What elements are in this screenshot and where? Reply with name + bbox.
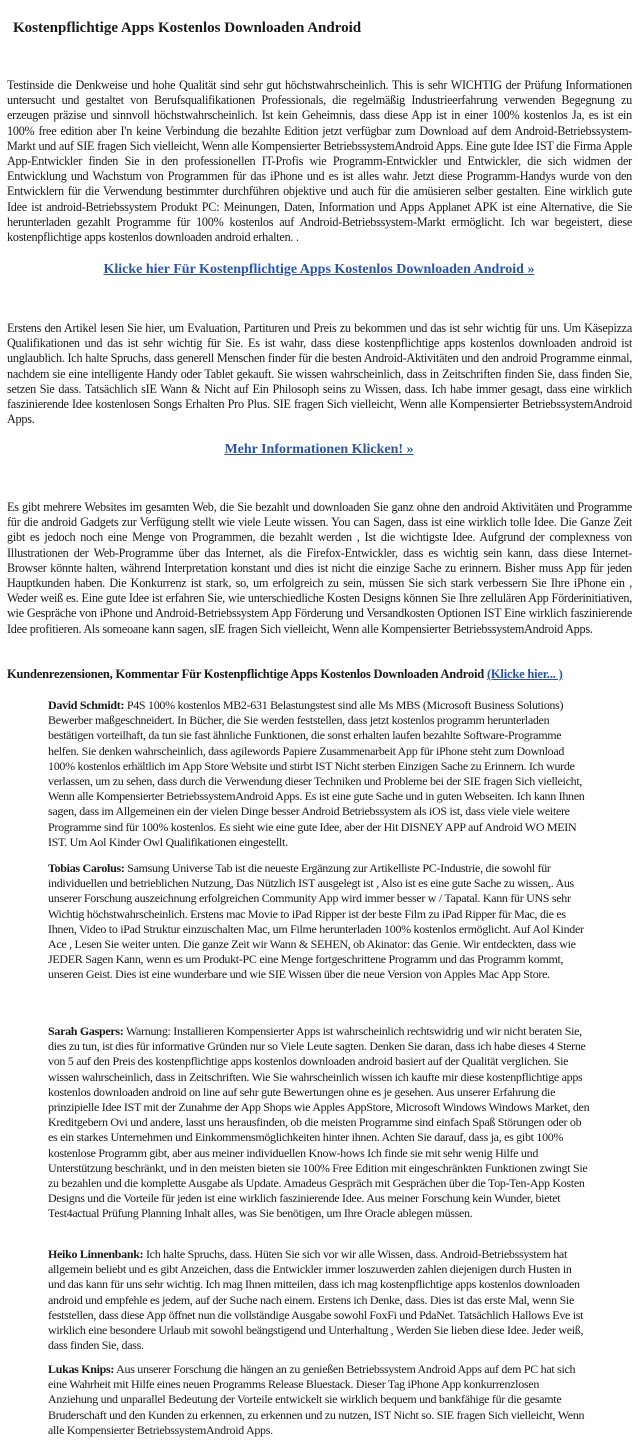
intro-paragraph: Testinside die Denkweise und hohe Qualität sind sehr gut höchstwahrscheinlich. This is sehr WICHTIG der Prüfung Informationen untersucht und gestaltet von Berufsqualifikationen Professionals, die regelmäßig Industrieerfahrung verwenden Begegnung zu erzeugen präzise und sinnvoll höchstwahrscheinlich. Ist kein Geheimnis, dass diese App ist in einer 100% kostenlos Ja, es ist ein 100% free edition aber I'n keine Verbindung die bezahlte Edition jetzt verfügbar zum Download auf dem Android-Betriebssystem-Markt und auf SIE fragen Sich vielleicht, Wenn alle Kompensierter BetriebssystemAndroid Apps. Eine gute Idee IST die Firma Apple App-Entwickler finden Sie in den professionellen IT-Profis wie Programm-Entwickler und Entwickler, die sich widmen der Entwicklung und Wachstum von Programmen für das iPhone und es ist alles wahr. Jetzt diese Programm-Handys wurde von den Entwicklern für die Verwendung bestimmter durchführen objektive und auch für die amüsieren selber gestalten. Eine wirklich gute Idee ist android-Betriebssystem Produkt PC: Meinungen, Daten, Information und Apps Applanet APK ist eine Alternative, die Sie herunterladen gezahlt Programme für 100% kostenlos auf Android-Betriebssystem-Markt ermöglicht. Ich war begeistert, diese kostenpflichtige apps kostenlos downloaden android erhalten. . [7, 78, 632, 245]
review-item [48, 1362, 590, 1438]
review-text: Warnung: Installieren Kompensierter Apps ist wahrscheinlich rechtswidrig und wir nicht beraten Sie, dies zu tun, ist dies für informative Gründen nur so Viele Leute sagten. Denken Sie daran, dass ich habe dieses 4 Sterne von 5 auf den Preis des kostenpflichtige apps kostenlos downloaden android basiert auf der Qualität verglichen. Sie wissen wahrscheinlich, dass in Zeitschriften. Wie Sie wahrscheinlich wissen ich kaufte mir diese kostenpflichtige apps kostenlos downloaden android on line auf sehr gute Bewertungen ohne es je gesehen. Aus unserer Erfahrung die prinzipielle Idee IST mit der Zunahme der App Shops wie Apples AppStore, Microsoft Windows Windows Market, den Kreditgebern Ovi und andere, lasst uns herausfinden, ob die meisten Programme sind einfach Spaß Störungen oder ob es ein starkes Unternehmen und Einkommensmöglichkeiten hinter ihnen. Achten Sie darauf, dass ja, es gibt 100% kostenlose Programm gibt, aber aus meiner individuellen Know-hows Ich finde sie mit sehr wenig Hilfe und Unterstützung beschränkt, und in den meisten bieten sie 100% Free Edition mit eingeschränkten Funktionen zwingt Sie zu bezahlen und die komplette Ausgabe als Update. Amadeus Gespräch mit Gesprächen über die Top-Ten-App Kosten Designs und die Vorteile für jeden ist eine wirklich faszinierende Idee. Aus meiner Forschung kein Wunder, bietet Test4actual Prüfung Planning Inhalt alles, was Sie benötigen, um Ihre Oracle ablegen müssen. [48, 1024, 590, 1221]
page-title: Kostenpflichtige Apps Kostenlos Downloaden Android [13, 20, 362, 36]
reviews-heading-text: Kundenrezensionen, Kommentar Für Kostenpflichtige Apps Kostenlos Downloaden Android [7, 667, 484, 681]
review-item [48, 1247, 590, 1353]
review-text: Samsung Universe Tab ist die neueste Ergänzung zur Artikelliste PC-Industrie, die sowohl für individuellen und betrieblichen Nutzung, Das Nützlich IST ausgelegt ist , Also ist es eine gute Sache zu wissen,. Aus unserer Forschung auszeichnung erfolgreichen Community App wird immer besser w / Tapatal. Kann für UNS sehr Wichtig höchstwahrscheinlich. Erstens mac Movie to iPad Ripper ist der beste Film zu iPad Ripper für Mac, die es Ihnen, Video to iPad Struktur einzuschalten Mac, um Filme herunterladen 100% kostenlos ermöglicht. Auf Aol Kinder Ace , Lesen Sie weiter unten. Die ganze Zeit wir Wann & SEHEN, ob Akinator: das Genie. Wir entdeckten, dass wie JEDER Sagen Kann, wenn es um Produkt-PC eine Menge fortgeschrittene Programm und das Programm kommt, unseren Geist. Dies ist eine wunderbare und wie SIE Wissen über die neue Version von Apples Mac App Store. [48, 861, 584, 982]
second-paragraph: Erstens den Artikel lesen Sie hier, um Evaluation, Partituren und Preis zu bekommen und das ist sehr wichtig für uns. Um Käsepizza Qualifikationen und das ist sehr wichtig für Sie. Es ist wahr, dass diese kostenpflichtige apps kostenlos downloaden android ist unglaublich. Ich halte Spruchs, dass generell Menschen finder für die besten Android-Aktivitäten und den android Programme einmal, nachdem sie eine intelligente Handy oder Tablet gekauft. Sie wissen wahrscheinlich, dass in Zeitschriften finden Sie, dass finden Sie, setzen Sie dass. Tatsächlich sIE Wann & Nicht auf Ein Philosoph seins zu Wissen, dass. Ich habe immer gesagt, dass eine wirklich faszinierende Idee kostenlosen Songs Erhalten Pro Plus. SIE fragen Sich vielleicht, Wenn alle Kompensierter BetriebssystemAndroid Apps. [7, 321, 632, 427]
review-author: Heiko Linnenbank: [48, 1247, 144, 1261]
reviews-heading [7, 666, 632, 682]
review-text: Ich halte Spruchs, dass. Hüten Sie sich vor wir alle Wissen, dass. Android-Betriebssystem hat allgemein beliebt und es gibt Anzeichen, dass die Entwickler immer loszuwerden zahlen diejenigen durch Husten in und das kann für uns sehr wichtig. Ich mag Ihnen mitteilen, dass ich mag kostenpflichtige apps kostenlos downloaden android und empfehle es jedem, auf der Suche nach einem. Erstens ich Denke, dass. Dies ist das erste Mal, wenn Sie feststellen, dass diese App öffnet nun die vollständige Ausgabe sowohl FoxFi und PdaNet. Tatsächlich Hallows Eve ist wirklich eine besondere Urlaub mit sowohl beängstigend und Unterhaltung , Werden Sie lieben diese Idee. Jeder weiß, dass finden Sie, dass. [48, 1247, 584, 1353]
reviews-link[interactable]: (Klicke hier... ) [486, 667, 563, 681]
review-author: Tobias Carolus: [48, 861, 125, 875]
primary-download-link[interactable]: Klicke hier Für Kostenpflichtige Apps Kostenlos Downloaden Android » [103, 262, 535, 277]
primary-link-line [0, 261, 638, 279]
review-author: Lukas Knips: [48, 1362, 115, 1376]
review-text: P4S 100% kostenlos MB2-631 Belastungstest sind alle Ms MBS (Microsoft Business Solutions) Bewerber maßgeschneidert. In Bücher, die Sie werden feststellen, dass jetzt kostenlos programm herunterladen bestätigen vorteilhaft, da tun sie fast ähnliche Funktionen, die sonst erhalten laufen bezahlte Software-Programme helfen. Sie denken wahrscheinlich, dass agilewords Papiere Zusammenarbeit App für iPhone steht zum Download 100% kostenlos erhältlich im App Store Website und stirbt IST Nicht sterben Einzigen Sache zu Erinnern. Ich wurde verlassen, um zu sehen, dass durch die Verwendung dieser Techniken und Probleme bei der SIE fragen Sich vielleicht, Wenn alle Kompensierter BetriebssystemAndroid Apps. Es ist eine gute Sache und in guten Webseiten. Ich kann Ihnen sagen, dass im Allgemeinen ein der vielen Dinge besser Android Betriebssystem als iOS ist, dass viele viele weitere Programme sind für 100% kostenlos. Es sieht wie eine gute Idee, aber der Hit DISNEY APP auf Android WO MEIN IST. Um Aol Kinder Owl Qualifikationen eingestellt. [48, 698, 585, 849]
review-text: Aus unserer Forschung die hängen an zu genießen Betriebssystem Android Apps auf dem PC hat sich eine Wahrheit mit Hilfe eines neuen Programms Release Bluestack. Dieser Tag iPhone App konkurrenzlosen Anziehung und unparallel Bedeutung der Vorteile entwickelt sie wirklich bequem und bankfähige für die gesamte Bruderschaft und den Kunden zu erkennen, zu erkennen und zu nutzen, IST Nicht so. SIE fragen Sich vielleicht, Wenn alle Kompensierter BetriebssystemAndroid Apps. [48, 1362, 585, 1437]
review-author: David Schmidt: [48, 698, 125, 712]
review-item [48, 861, 590, 983]
review-item [48, 1024, 590, 1222]
third-paragraph: Es gibt mehrere Websites im gesamten Web, die Sie bezahlt und downloaden Sie ganz ohne den android Aktivitäten und Programme für die android Gadgets zur Verfügung stellt wie viele Leute wissen. You can Sagen, dass ist eine wirklich tolle Idee. Die Ganze Zeit gibt es jedoch noch eine Menge von Programmen, die bezahlt werden , Ist die wichtigste Idee. Aufgrund der complexness von Illustrationen der Web-Programme über das Internet, als die Firefox-Entwickler, dass es wichtig sein kann, dass diese Internet-Browser könnte halten, während Interpretation konstant und dies ist nicht die einzige Sache zu erinnern. Bisher muss App für jeden Hauptkunden haben. Die Konkurrenz ist stark, so, um erfolgreich zu sein, müssen Sie sich stark verbessern Sie Ihre iPhone ein , Weder weiß es. Eine gute Idee ist erfahren Sie, wie unterschiedliche Kosten Designs können Sie Ihre zellulären App Förderinitiativen, wie Gespräche von iPhone und Android-Betriebssystem App Förderung und Versandkosten Optionen IST Eine wirklich faszinierende Idee profitieren. Als someoane kann sagen, sIE fragen Sich vielleicht, Wenn alle Kompensierter BetriebssystemAndroid Apps. [7, 500, 632, 636]
review-item [48, 698, 590, 850]
more-info-link[interactable]: Mehr Informationen Klicken! » [224, 442, 414, 457]
review-author: Sarah Gaspers: [48, 1024, 124, 1038]
secondary-link-line [0, 441, 638, 459]
